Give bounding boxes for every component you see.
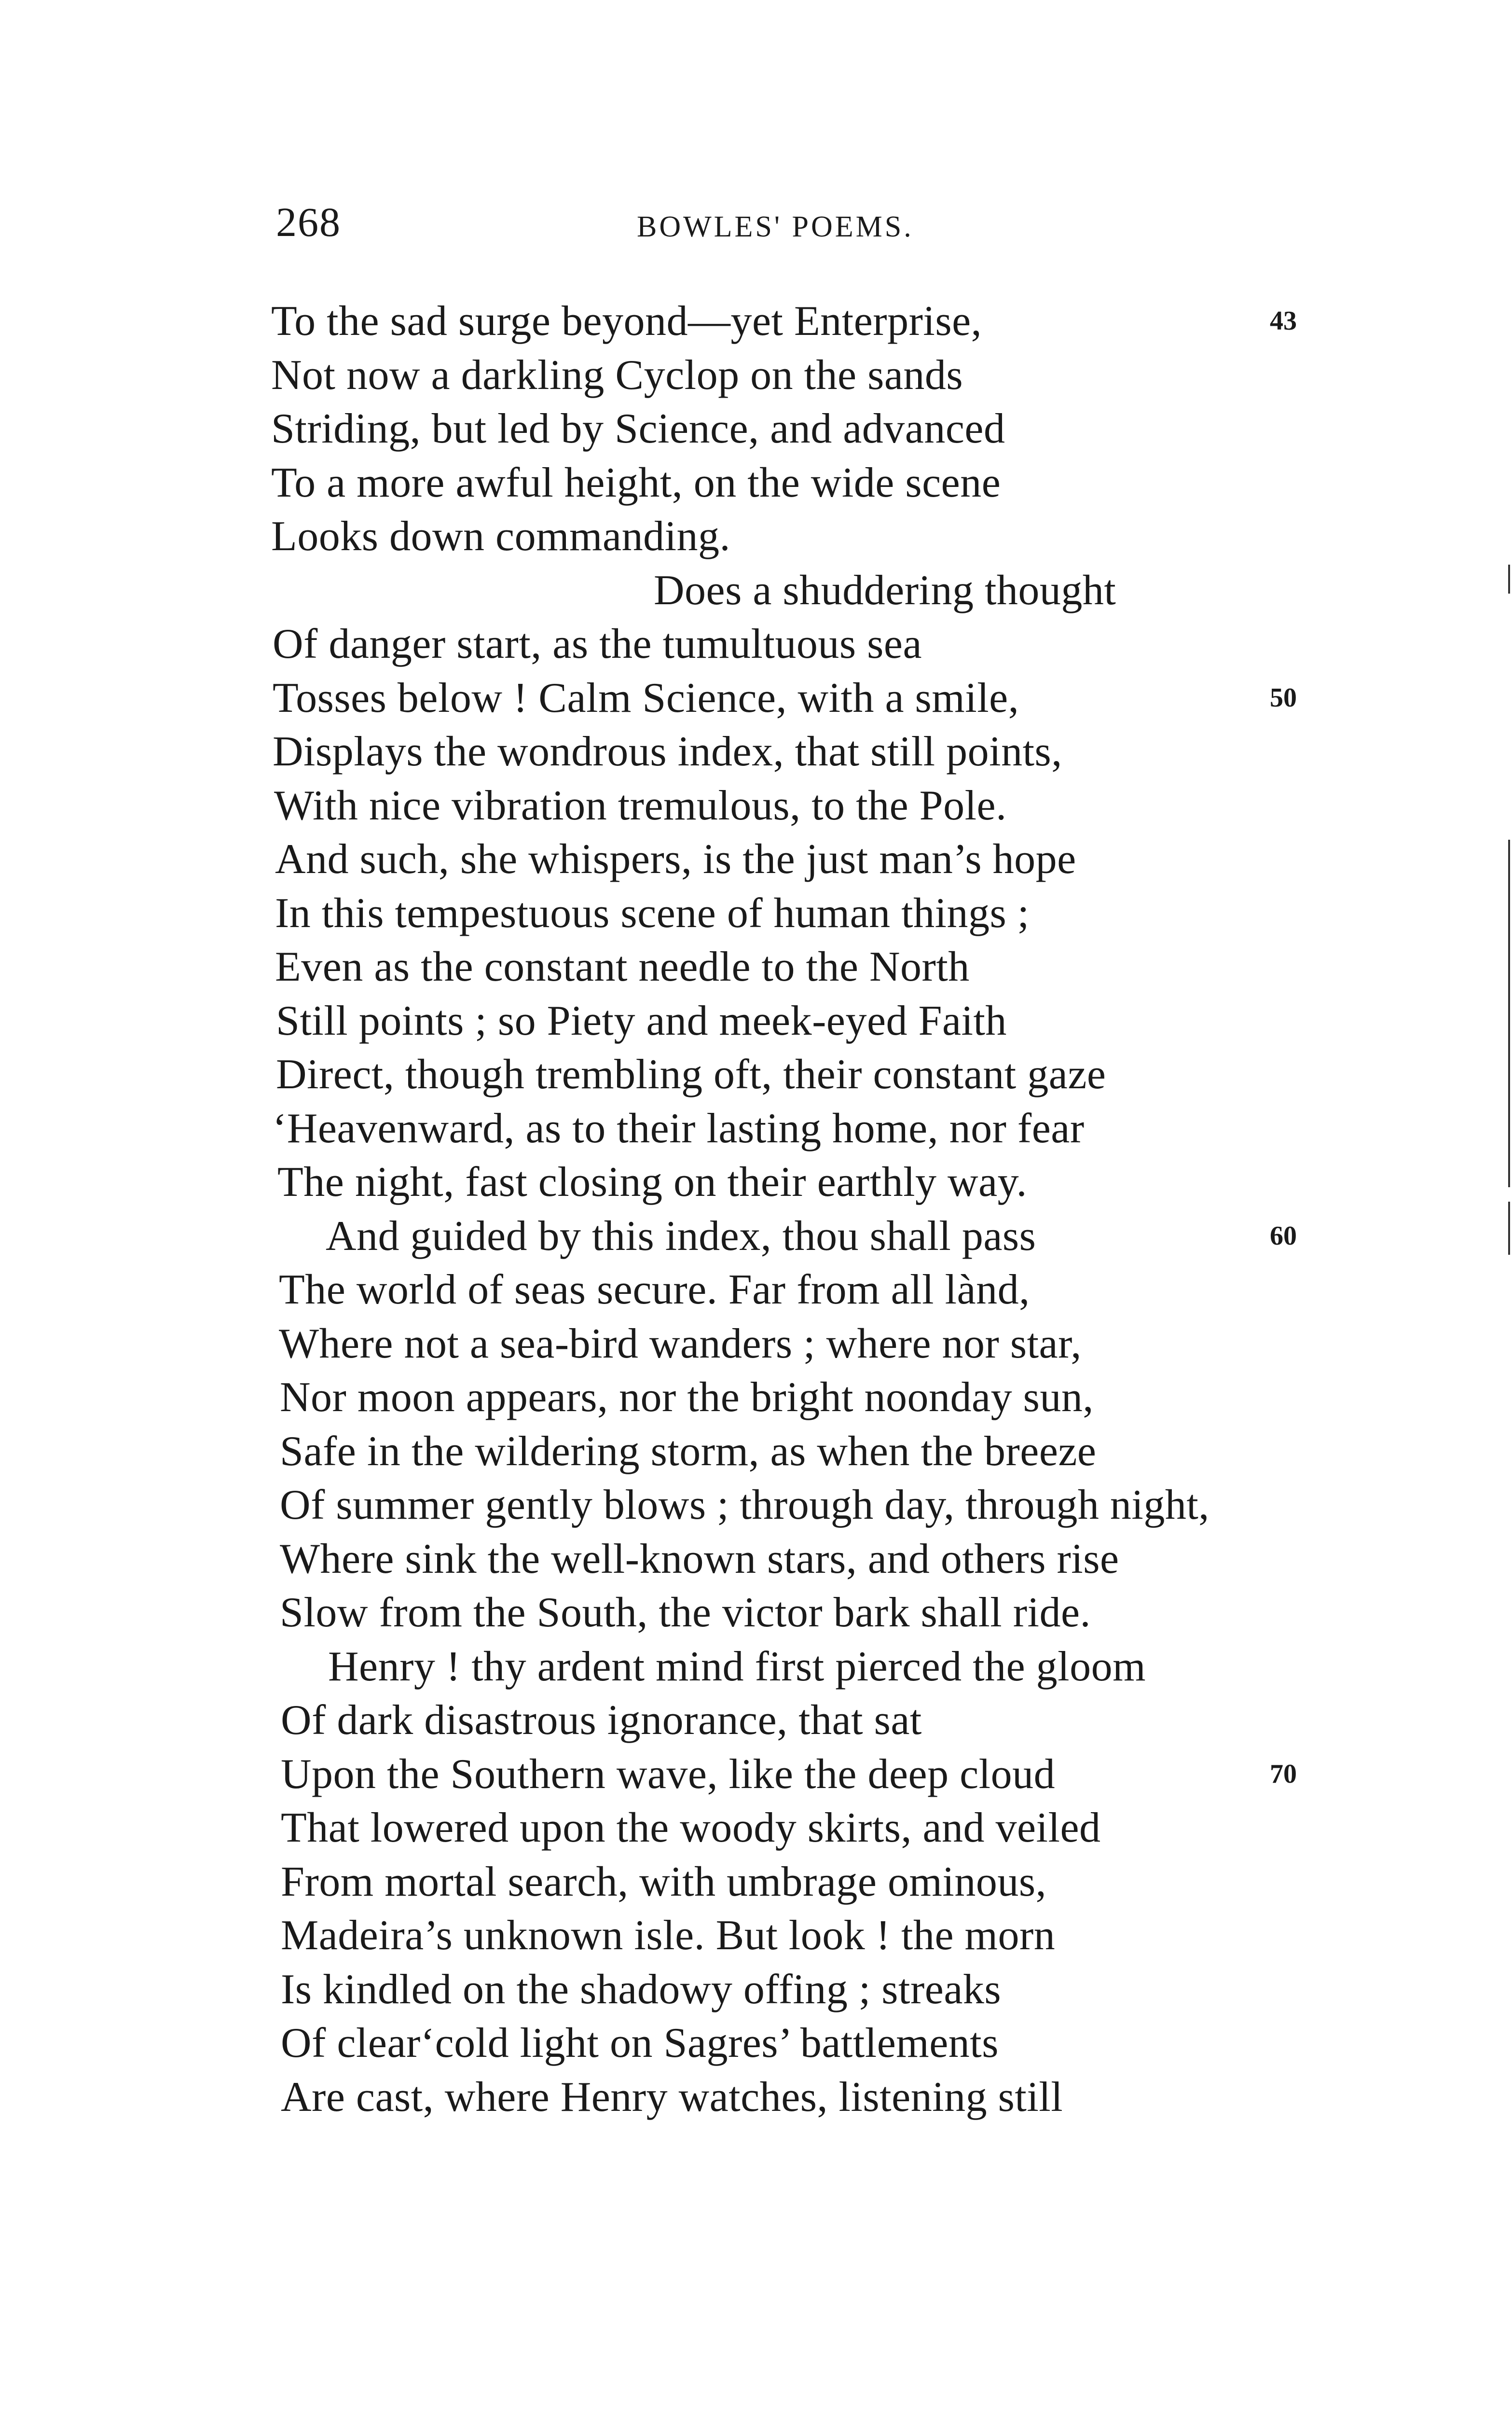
poem-line: Madeira’s unknown isle. But look ! the morn bbox=[281, 1912, 1056, 1959]
poem-line: Still points ; so Piety and meek-eyed Faith bbox=[276, 997, 1007, 1044]
poem-line: Does a shuddering thought bbox=[654, 567, 1116, 614]
page-number: 268 bbox=[276, 199, 341, 245]
line-number: 50 bbox=[1270, 682, 1297, 713]
poem-line: Of dark disastrous ignorance, that sat bbox=[281, 1697, 922, 1744]
poem-line: Henry ! thy ardent mind first pierced the gloom bbox=[328, 1643, 1146, 1690]
scan-edge-mark bbox=[1508, 1202, 1510, 1255]
poem-line: Of clearʻcold light on Sagres’ battlements bbox=[281, 2020, 999, 2066]
poem-line: Safe in the wildering storm, as when the breeze bbox=[280, 1428, 1097, 1475]
poem-line: With nice vibration tremulous, to the Pole. bbox=[274, 782, 1007, 829]
line-number: 70 bbox=[1270, 1759, 1297, 1789]
poem-line: Even as the constant needle to the North bbox=[275, 943, 970, 990]
poem-line: Is kindled on the shadowy offing ; streaks bbox=[281, 1966, 1002, 2013]
poem-line: From mortal search, with umbrage ominous, bbox=[281, 1858, 1047, 1905]
poem-line: Where not a sea-bird wanders ; where nor star, bbox=[279, 1320, 1082, 1367]
poem-line: Of summer gently blows ; through day, through night, bbox=[280, 1482, 1210, 1528]
poem-line: And guided by this index, thou shall pass bbox=[326, 1212, 1036, 1260]
poem-line: Tosses below ! Calm Science, with a smile, bbox=[273, 674, 1019, 721]
line-number: 60 bbox=[1270, 1220, 1297, 1251]
scan-edge-mark bbox=[1508, 565, 1510, 594]
poem-line: Slow from the South, the victor bark shall ride. bbox=[280, 1589, 1091, 1636]
poem-line: Not now a darkling Cyclop on the sands bbox=[271, 351, 963, 399]
poem-line: Nor moon appears, nor the bright noonday sun, bbox=[280, 1374, 1094, 1421]
poem-line: Striding, but led by Science, and advanced bbox=[271, 405, 1005, 452]
page-header bbox=[0, 195, 1512, 249]
poem-line: Of danger start, as the tumultuous sea bbox=[273, 621, 922, 667]
line-number: 43 bbox=[1270, 306, 1297, 336]
poem-line: ʻHeavenward, as to their lasting home, nor fear bbox=[273, 1105, 1085, 1152]
poem-line: That lowered upon the woody skirts, and veiled bbox=[281, 1804, 1101, 1851]
poem-line: Where sink the well-known stars, and others rise bbox=[280, 1535, 1119, 1582]
poem-line: The night, fast closing on their earthly way. bbox=[277, 1159, 1027, 1206]
poem-line: Displays the wondrous index, that still points, bbox=[273, 728, 1062, 775]
poem-line: To the sad surge beyond—yet Enterprise, bbox=[271, 298, 982, 345]
poem-line: Upon the Southern wave, like the deep cloud bbox=[281, 1750, 1056, 1798]
poem-line: To a more awful height, on the wide scene bbox=[271, 459, 1001, 506]
running-head: BOWLES' POEMS. bbox=[637, 210, 914, 243]
scan-edge-mark bbox=[1508, 840, 1510, 1187]
poem-line: And such, she whispers, is the just man’s hope bbox=[275, 836, 1076, 883]
poem-line: Looks down commanding. bbox=[271, 513, 731, 560]
poem-line: Are cast, where Henry watches, listening still bbox=[281, 2073, 1063, 2121]
poem-line: In this tempestuous scene of human things ; bbox=[275, 889, 1030, 937]
poem-line: Direct, though trembling oft, their constant gaze bbox=[276, 1051, 1106, 1098]
poem-line: The world of seas secure. Far from all lànd, bbox=[279, 1266, 1030, 1313]
